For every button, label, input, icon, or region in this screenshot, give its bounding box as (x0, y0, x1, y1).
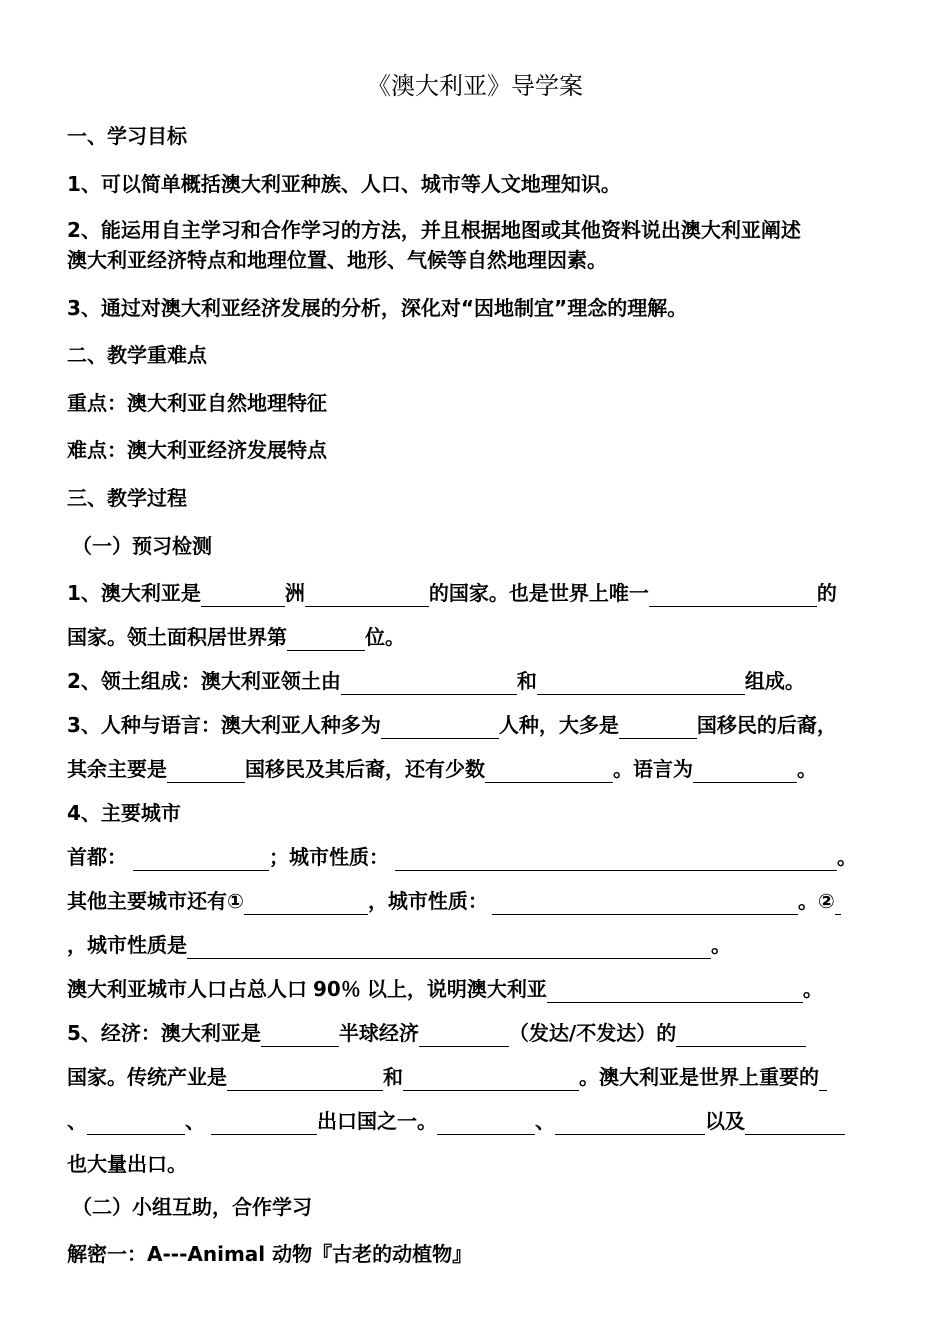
fill-blank[interactable] (537, 672, 745, 695)
fill-blank[interactable] (211, 1112, 317, 1135)
question-4-capital (67, 843, 857, 871)
fill-blank[interactable] (341, 672, 517, 695)
q5-text-h: 、 (185, 1109, 205, 1133)
fill-blank[interactable] (437, 1112, 535, 1135)
q1-text-f: 位。 (365, 625, 405, 649)
q2-text-c: 组成。 (744, 669, 805, 693)
subsection-preview: （一）预习检测 (72, 534, 212, 558)
fill-blank[interactable] (167, 760, 245, 783)
question-4-other-cities (67, 887, 841, 915)
fill-blank[interactable] (395, 848, 837, 871)
section-heading-objectives: 一、学习目标 (67, 124, 187, 148)
q1-text-c: 的国家。也是世界上唯一 (428, 581, 649, 605)
section-heading-key-points: 二、教学重难点 (67, 343, 207, 367)
fill-blank[interactable] (287, 628, 365, 651)
fill-blank[interactable] (676, 1024, 806, 1047)
fill-blank[interactable] (485, 760, 613, 783)
question-1-line1 (67, 579, 837, 607)
question-4-urbanization (67, 975, 823, 1003)
fill-blank[interactable] (133, 848, 269, 871)
page-title: 《澳大利亚》导学案 (367, 72, 583, 100)
question-3-line2 (67, 755, 817, 783)
q4-text-k: 。 (802, 977, 823, 1001)
fill-blank[interactable] (745, 1112, 845, 1135)
q4-text-i: 澳大利亚城市人口占总人口 (67, 977, 307, 1001)
q4-text-f: 。② (797, 889, 835, 913)
fill-blank[interactable] (244, 892, 368, 915)
q5-text-e: 和 (383, 1065, 403, 1089)
fill-blank[interactable] (87, 1112, 185, 1135)
fill-blank[interactable] (227, 1068, 383, 1091)
q5-text-f: 。澳大利亚是世界上重要的 (579, 1065, 819, 1089)
question-3-line1 (67, 711, 837, 739)
question-2 (67, 667, 805, 695)
q4-text-j: 以上，说明澳大利亚 (366, 977, 547, 1001)
question-4-heading: 4、主要城市 (67, 801, 181, 825)
question-5-line4: 也大量出口。 (67, 1152, 187, 1176)
q1-text-e: 国家。领土面积居世界第 (67, 625, 287, 649)
fill-blank[interactable] (305, 584, 429, 607)
q3-text-c: 国移民的后裔， (696, 713, 837, 737)
q3-text-d: 其余主要是 (67, 757, 167, 781)
fill-blank[interactable] (547, 980, 803, 1003)
q3-text-e: 国移民及其后裔，还有少数 (245, 757, 485, 781)
q2-text-b: 和 (516, 669, 537, 693)
question-1-line2 (67, 623, 405, 651)
fill-blank[interactable] (201, 584, 285, 607)
q2-text-a: 2、领土组成：澳大利亚领土由 (67, 669, 341, 693)
objective-2-line1: 2、能运用自主学习和合作学习的方法，并且根据地图或其他资料说出澳大利亚阐述 (67, 218, 801, 242)
fill-blank[interactable] (649, 584, 817, 607)
q4-text-g: ，城市性质是 (67, 933, 187, 957)
objective-2-line2: 澳大利亚经济特点和地理位置、地形、气候等自然地理因素。 (67, 248, 607, 272)
q1-text-a: 1、澳大利亚是 (67, 581, 201, 605)
q5-text-a: 5、经济：澳大利亚是 (67, 1021, 261, 1045)
question-5-line1 (67, 1019, 806, 1047)
fill-blank[interactable] (693, 760, 797, 783)
q5-text-k: 以及 (705, 1109, 745, 1133)
q5-text-i: 出口国之一。 (317, 1109, 437, 1133)
q5-text-g: 、 (67, 1109, 87, 1133)
objective-1: 1、可以简单概括澳大利亚种族、人口、城市等人文地理知识。 (67, 172, 621, 196)
q5-text-b: 半球经济 (338, 1021, 419, 1045)
q1-text-b: 洲 (284, 581, 305, 605)
q5-text-d: 国家。传统产业是 (67, 1065, 227, 1089)
fill-blank[interactable] (419, 1024, 509, 1047)
q4-percent: 90％ (313, 977, 361, 1001)
fill-blank[interactable] (819, 1068, 827, 1091)
fill-blank[interactable] (619, 716, 697, 739)
section-heading-process: 三、教学过程 (67, 486, 187, 510)
q3-text-b: 人种，大多是 (498, 713, 619, 737)
q1-text-d: 的 (816, 581, 837, 605)
fill-blank[interactable] (381, 716, 499, 739)
q3-text-a: 3、人种与语言：澳大利亚人种多为 (67, 713, 381, 737)
decode-1-heading: 解密一：A---Animal 动物『古老的动植物』 (67, 1242, 473, 1266)
fill-blank[interactable] (261, 1024, 339, 1047)
q3-text-g: 。 (797, 757, 817, 781)
q5-text-j: 、 (535, 1109, 555, 1133)
question-5-line3 (67, 1107, 845, 1135)
subsection-group-study: （二）小组互助，合作学习 (72, 1195, 312, 1219)
fill-blank[interactable] (835, 892, 841, 915)
q4-text-c: 。 (837, 845, 857, 869)
question-4-city-2 (67, 931, 731, 959)
question-5-line2 (67, 1063, 827, 1091)
q4-text-e: ，城市性质： (367, 889, 488, 913)
objective-3: 3、通过对澳大利亚经济发展的分析，深化对“因地制宜”理念的理解。 (67, 296, 688, 320)
fill-blank[interactable] (403, 1068, 579, 1091)
q4-text-a: 首都： (67, 845, 127, 869)
q4-text-h: 。 (711, 933, 731, 957)
q5-text-c: （发达/不发达）的 (508, 1021, 677, 1045)
key-point: 重点：澳大利亚自然地理特征 (67, 391, 327, 415)
q4-text-d: 其他主要城市还有① (67, 889, 244, 913)
q4-text-b: ；城市性质： (269, 845, 389, 869)
fill-blank[interactable] (555, 1112, 705, 1135)
q3-text-f: 。语言为 (613, 757, 693, 781)
difficult-point: 难点：澳大利亚经济发展特点 (67, 438, 327, 462)
fill-blank[interactable] (492, 892, 798, 915)
fill-blank[interactable] (187, 936, 711, 959)
